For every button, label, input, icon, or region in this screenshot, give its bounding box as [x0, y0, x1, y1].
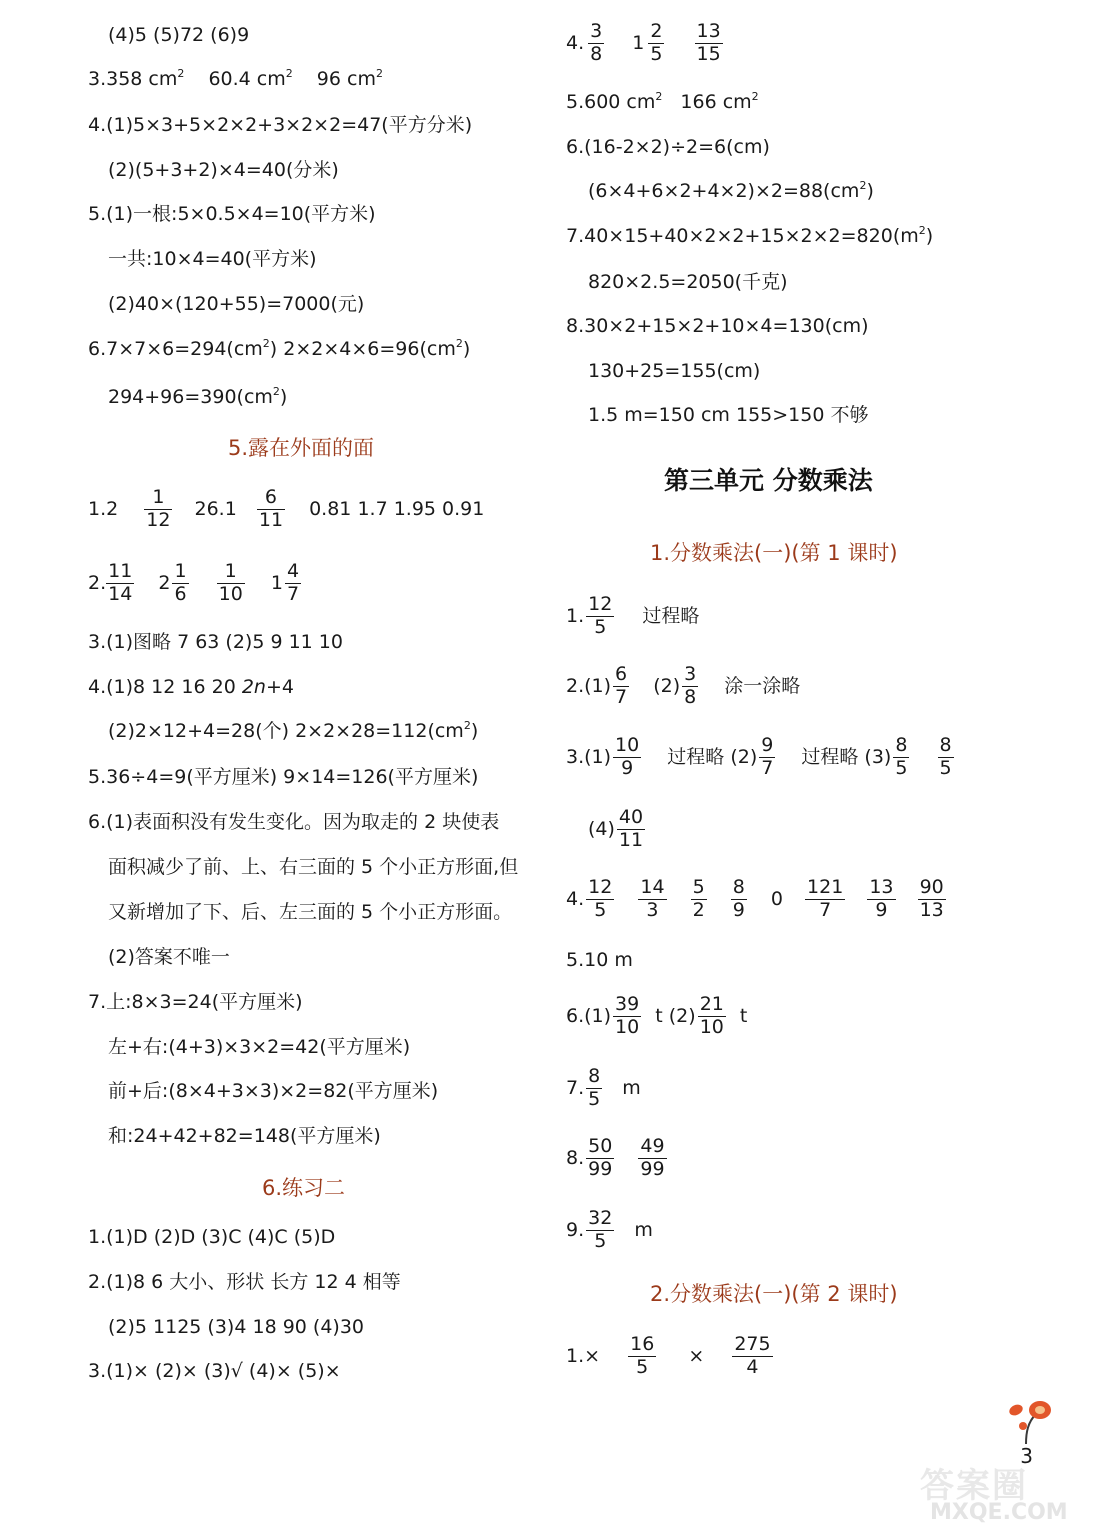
answer-line: (2)答案不唯一 [108, 946, 230, 968]
answer-line: 820×2.5=2050(千克) [588, 271, 788, 293]
answer-line: $7.40\times 15+40\times 2\times 2+15\times 2\times 2=820(m^2)$ [566, 224, 934, 247]
fraction: $\frac{8}{5}$ [939, 734, 952, 779]
answer-line: 4. $\frac{3}{8}$ 1 $\frac{2}{5}$ $\frac{13}{15}$ [566, 20, 721, 65]
answer-line: 8. $\frac{50}{99}$ $\frac{49}{99}$ [566, 1135, 665, 1180]
fraction: $\frac{275}{4}$ [734, 1333, 771, 1378]
fraction: $\frac{11}{14}$ [108, 560, 133, 605]
answer-line: 1.2 $\frac{1}{12}$ 26.1 $\frac{6}{11}$ 0.81 1.7 1.95 0.91 [88, 486, 485, 531]
answer-line: 5.600 $cm^2$ 166 $cm^2$ [566, 90, 759, 113]
fraction: $\frac{121}{7}$ [807, 876, 844, 921]
answer-line: 6.(16-2×2)÷2=6(cm) [566, 136, 770, 158]
answer-line: (4) $\frac{40}{11}$ [588, 806, 644, 851]
answer-line: 2.(1)8 6 大小、形状 长方 12 4 相等 [88, 1271, 401, 1293]
fraction: $\frac{16}{5}$ [630, 1333, 655, 1378]
fraction: $\frac{13}{9}$ [869, 876, 894, 921]
answer-line: $6.7\times 7\times 6=294(cm^2)$ $2\times 2\times 4\times 6=96(cm^2)$ [88, 337, 471, 360]
section-title: 2.分数乘法(一)(第 2 课时) [650, 1282, 898, 1306]
answer-line: 3.(1)× (2)× (3)√ (4)× (5)× [88, 1360, 341, 1382]
watermark-url: MXQE.COM [930, 1500, 1068, 1525]
answer-line: (2)5 1125 (3)4 18 90 (4)30 [108, 1316, 364, 1338]
fraction: $\frac{4}{7}$ [286, 560, 300, 605]
fraction: $\frac{6}{11}$ [258, 486, 284, 531]
fraction: $\frac{5}{2}$ [692, 876, 705, 921]
answer-line: 2. $\frac{11}{14}$ 2 $\frac{1}{6}$ $\frac{1}{10}$ 1 $\frac{4}{7}$ [88, 560, 300, 605]
fraction: $\frac{50}{99}$ [588, 1135, 613, 1180]
answer-line: 3.(1) $\frac{10}{9}$ 过程略 (2) $\frac{9}{7}$ 过程略 (3) $\frac{8}{5}$ $\frac{8}{5}$ [566, 734, 952, 779]
answer-line: 9. $\frac{32}{5}$ m [566, 1207, 653, 1252]
fraction: $\frac{1}{10}$ [218, 560, 243, 605]
answer-line: 又新增加了下、后、左三面的 5 个小正方形面。 [108, 901, 513, 923]
section-title: 6.练习二 [262, 1176, 346, 1200]
fraction: $\frac{8}{9}$ [732, 876, 745, 921]
fraction: $\frac{14}{3}$ [640, 876, 665, 921]
answer-line: 面积减少了前、上、右三面的 5 个小正方形面,但 [108, 856, 519, 878]
answer-line: 4. $\frac{12}{5}$ $\frac{14}{3}$ $\frac{5}{2}$ $\frac{8}{9}$ 0 $\frac{121}{7}$ $\frac{13}{9}$ $\frac{90}{13}$ [566, 876, 944, 921]
fraction: $\frac{12}{5}$ [588, 876, 613, 921]
answer-line: 5.10 m [566, 949, 633, 971]
answer-line: 和:24+42+82=148(平方厘米) [108, 1125, 381, 1147]
answer-line: 7.上:8×3=24(平方厘米) [88, 991, 303, 1013]
answer-line: 3.(1)图略 7 63 (2)5 9 11 10 [88, 631, 343, 653]
flower-icon [1000, 1396, 1060, 1446]
fraction: $\frac{9}{7}$ [761, 734, 774, 779]
fraction: $\frac{40}{11}$ [618, 806, 644, 851]
answer-line: 1.(1)D (2)D (3)C (4)C (5)D [88, 1226, 336, 1248]
answer-line: (2)2×12+4=28(个) $2\times 2\times 28=112(cm^2)$ [108, 719, 479, 742]
watermark: 答案圈 [920, 1466, 1028, 1506]
fraction: $\frac{10}{9}$ [615, 734, 640, 779]
answer-line: $294+96=390(cm^2)$ [108, 385, 288, 408]
unit-title: 第三单元 分数乘法 [664, 466, 873, 495]
answer-line: 1.5 m=150 cm 155>150 不够 [588, 404, 869, 426]
fraction: $\frac{8}{5}$ [895, 734, 908, 779]
answer-line: 1. $\frac{12}{5}$ 过程略 [566, 593, 700, 638]
fraction: $\frac{1}{12}$ [146, 486, 171, 531]
answer-line: (2)(5+3+2)×4=40(分米) [108, 159, 339, 181]
fraction: $\frac{12}{5}$ [588, 593, 613, 638]
fraction: $\frac{39}{10}$ [615, 993, 640, 1038]
page-number: 3 [1020, 1444, 1033, 1468]
fraction: $\frac{1}{6}$ [174, 560, 187, 605]
fraction: $\frac{2}{5}$ [650, 20, 663, 65]
answer-line: 4.(1)8 12 16 20 2n+4 [88, 676, 294, 698]
section-title: 1.分数乘法(一)(第 1 课时) [650, 541, 898, 565]
answer-line: 一共:10×4=40(平方米) [108, 248, 317, 270]
answer-line: 130+25=155(cm) [588, 360, 761, 382]
fraction: $\frac{8}{5}$ [588, 1065, 601, 1110]
answer-line: $(6\times 4+6\times 2+4\times 2)\times 2=88(cm^2)$ [588, 179, 874, 202]
fraction: $\frac{21}{10}$ [699, 993, 724, 1038]
answer-line: 8.30×2+15×2+10×4=130(cm) [566, 315, 869, 337]
answer-line: 3.358 $cm^2$ 60.4 $cm^2$ 96 $cm^2$ [88, 67, 383, 90]
fraction: $\frac{3}{8}$ [684, 663, 697, 708]
fraction: $\frac{90}{13}$ [919, 876, 944, 921]
answer-line: 4.(1)5×3+5×2×2+3×2×2=47(平方分米) [88, 114, 473, 136]
answer-line: (4)5 (5)72 (6)9 [108, 24, 250, 46]
answer-line: 1.× $\frac{16}{5}$ × $\frac{275}{4}$ [566, 1333, 771, 1378]
answer-line: 2.(1) $\frac{6}{7}$ (2) $\frac{3}{8}$ 涂一涂略 [566, 663, 801, 708]
answer-line: 左+右:(4+3)×3×2=42(平方厘米) [108, 1036, 411, 1058]
answer-line: 7. $\frac{8}{5}$ m [566, 1065, 641, 1110]
answer-line: 6.(1) $\frac{39}{10}$ t (2) $\frac{21}{10}$ t [566, 993, 748, 1038]
fraction: $\frac{3}{8}$ [590, 20, 603, 65]
fraction: $\frac{13}{15}$ [696, 20, 721, 65]
answer-line: 6.(1)表面积没有发生变化。因为取走的 2 块使表 [88, 811, 500, 833]
fraction: $\frac{32}{5}$ [588, 1207, 613, 1252]
section-title: 5.露在外面的面 [228, 436, 375, 460]
answer-line: 5.36÷4=9(平方厘米) 9×14=126(平方厘米) [88, 766, 479, 788]
fraction: $\frac{49}{99}$ [640, 1135, 665, 1180]
fraction: $\frac{6}{7}$ [615, 663, 628, 708]
answer-line: 前+后:(8×4+3×3)×2=82(平方厘米) [108, 1080, 439, 1102]
answer-line: (2)40×(120+55)=7000(元) [108, 293, 365, 315]
answer-line: 5.(1)一根:5×0.5×4=10(平方米) [88, 203, 376, 225]
